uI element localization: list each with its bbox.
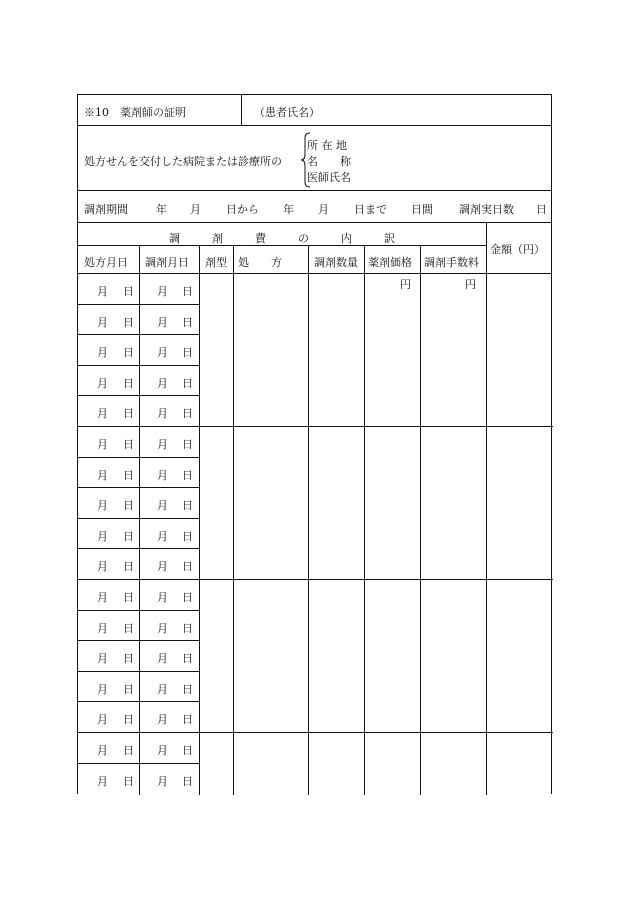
row-divider xyxy=(78,334,199,335)
day-unit: 日 xyxy=(123,621,134,635)
month-unit: 月 xyxy=(97,560,108,574)
row-divider xyxy=(78,763,199,764)
month-unit: 月 xyxy=(157,315,168,329)
col-dispensing-date: 調剤月日 xyxy=(145,256,189,269)
month-unit: 月 xyxy=(157,744,168,757)
month-unit: 月 xyxy=(97,315,108,329)
row-divider xyxy=(78,365,199,366)
header-bottom-line xyxy=(78,273,551,274)
day-unit: 日 xyxy=(123,652,134,666)
col-prescription-date: 処方月日 xyxy=(84,256,128,269)
month-unit: 月 xyxy=(157,407,168,421)
day-unit: 日 xyxy=(123,744,134,757)
row-divider xyxy=(78,518,199,519)
period-month1: 月 xyxy=(190,203,201,216)
col-dispensing-fee: 調剤手数料 xyxy=(424,256,479,269)
actual-days-unit: 日 xyxy=(536,203,547,216)
month-unit: 月 xyxy=(97,438,108,451)
row-divider xyxy=(78,701,199,702)
breakdown-title-char: 訳 xyxy=(384,232,395,245)
day-unit: 日 xyxy=(123,376,134,390)
day-unit: 日 xyxy=(123,560,134,574)
month-unit: 月 xyxy=(97,713,108,727)
month-unit: 月 xyxy=(97,621,108,635)
month-unit: 月 xyxy=(157,652,168,666)
day-unit: 日 xyxy=(123,468,134,482)
breakdown-title-char: 内 xyxy=(341,232,352,245)
row-divider xyxy=(78,457,199,458)
month-unit: 月 xyxy=(97,376,108,390)
day-unit: 日 xyxy=(182,407,193,421)
address-label: 所 在 地 xyxy=(307,139,347,152)
row-divider xyxy=(78,671,199,672)
month-unit: 月 xyxy=(157,682,168,696)
row-divider xyxy=(78,190,551,191)
col-drug-price: 薬剤価格 xyxy=(368,256,412,269)
month-unit: 月 xyxy=(157,774,168,788)
day-unit: 日 xyxy=(182,315,193,329)
breakdown-title-char: の xyxy=(298,232,309,245)
day-unit: 日 xyxy=(182,468,193,482)
month-unit: 月 xyxy=(157,346,168,360)
month-unit: 月 xyxy=(157,499,168,513)
row-divider xyxy=(78,487,199,488)
header-divider xyxy=(241,95,242,125)
month-unit: 月 xyxy=(97,529,108,543)
row-divider xyxy=(78,548,199,549)
group-divider xyxy=(78,579,553,580)
col-line xyxy=(139,245,140,795)
doctor-name-label: 医師氏名 xyxy=(307,171,351,184)
day-unit: 日 xyxy=(123,499,134,513)
month-unit: 月 xyxy=(97,652,108,666)
day-unit: 日 xyxy=(182,438,193,451)
day-unit: 日 xyxy=(182,285,193,298)
col-prescription: 処 方 xyxy=(238,256,282,269)
day-unit: 日 xyxy=(123,346,134,360)
amount-label: 金額（円） xyxy=(490,243,545,256)
certification-label: ※10 薬剤師の証明 xyxy=(84,106,186,119)
group-divider xyxy=(78,426,553,427)
day-unit: 日 xyxy=(182,499,193,513)
month-unit: 月 xyxy=(97,346,108,360)
day-unit: 日 xyxy=(123,591,134,604)
month-unit: 月 xyxy=(157,468,168,482)
period-label: 調剤期間 xyxy=(84,203,128,216)
month-unit: 月 xyxy=(97,591,108,604)
day-unit: 日 xyxy=(182,744,193,757)
row-divider xyxy=(78,610,199,611)
day-unit: 日 xyxy=(182,560,193,574)
col-line xyxy=(308,245,309,795)
month-unit: 月 xyxy=(157,438,168,451)
patient-name-label: （患者氏名） xyxy=(254,106,320,119)
row-divider xyxy=(78,304,199,305)
day-unit: 日 xyxy=(123,682,134,696)
month-unit: 月 xyxy=(97,468,108,482)
col-line xyxy=(233,245,234,795)
row-divider xyxy=(78,640,199,641)
issuer-label: 処方せんを交付した病院または診療所の xyxy=(84,155,282,168)
row-divider xyxy=(78,395,199,396)
day-unit: 日 xyxy=(123,529,134,543)
col-line xyxy=(364,245,365,795)
col-dosage-form: 剤型 xyxy=(205,256,227,269)
month-unit: 月 xyxy=(157,285,168,298)
day-unit: 日 xyxy=(182,652,193,666)
breakdown-title-char: 調 xyxy=(169,232,180,245)
period-month2: 月 xyxy=(318,203,329,216)
month-unit: 月 xyxy=(97,682,108,696)
month-unit: 月 xyxy=(157,713,168,727)
period-days: 日間 xyxy=(411,203,433,216)
day-unit: 日 xyxy=(182,591,193,604)
row-divider xyxy=(78,222,551,223)
day-unit: 日 xyxy=(182,713,193,727)
actual-days-label: 調剤実日数 xyxy=(459,203,514,216)
col-quantity: 調剤数量 xyxy=(314,256,358,269)
period-to: 日まで xyxy=(354,203,387,216)
month-unit: 月 xyxy=(157,529,168,543)
month-unit: 月 xyxy=(157,621,168,635)
day-unit: 日 xyxy=(182,682,193,696)
breakdown-title-char: 剤 xyxy=(212,232,223,245)
month-unit: 月 xyxy=(97,499,108,513)
month-unit: 月 xyxy=(157,591,168,604)
day-unit: 日 xyxy=(123,438,134,451)
row-divider xyxy=(78,125,551,126)
period-from: 日から xyxy=(226,203,259,216)
breakdown-title-char: 費 xyxy=(255,232,266,245)
day-unit: 日 xyxy=(182,621,193,635)
breakdown-title xyxy=(78,230,486,246)
price-unit: 円 xyxy=(400,278,411,291)
group-divider xyxy=(78,732,553,733)
prescription-cost-form xyxy=(77,94,552,794)
day-unit: 日 xyxy=(182,376,193,390)
day-unit: 日 xyxy=(182,774,193,788)
day-unit: 日 xyxy=(182,346,193,360)
period-year2: 年 xyxy=(283,203,294,216)
col-line xyxy=(420,245,421,795)
fee-unit: 円 xyxy=(465,278,476,291)
col-line xyxy=(199,245,200,795)
month-unit: 月 xyxy=(97,744,108,757)
day-unit: 日 xyxy=(123,774,134,788)
day-unit: 日 xyxy=(123,407,134,421)
month-unit: 月 xyxy=(97,407,108,421)
period-year1: 年 xyxy=(156,203,167,216)
month-unit: 月 xyxy=(157,376,168,390)
day-unit: 日 xyxy=(182,529,193,543)
day-unit: 日 xyxy=(123,285,134,298)
month-unit: 月 xyxy=(97,285,108,298)
amount-column-line xyxy=(486,222,487,795)
day-unit: 日 xyxy=(123,713,134,727)
day-unit: 日 xyxy=(123,315,134,329)
month-unit: 月 xyxy=(157,560,168,574)
month-unit: 月 xyxy=(97,774,108,788)
facility-name-label: 名 称 xyxy=(307,155,351,168)
